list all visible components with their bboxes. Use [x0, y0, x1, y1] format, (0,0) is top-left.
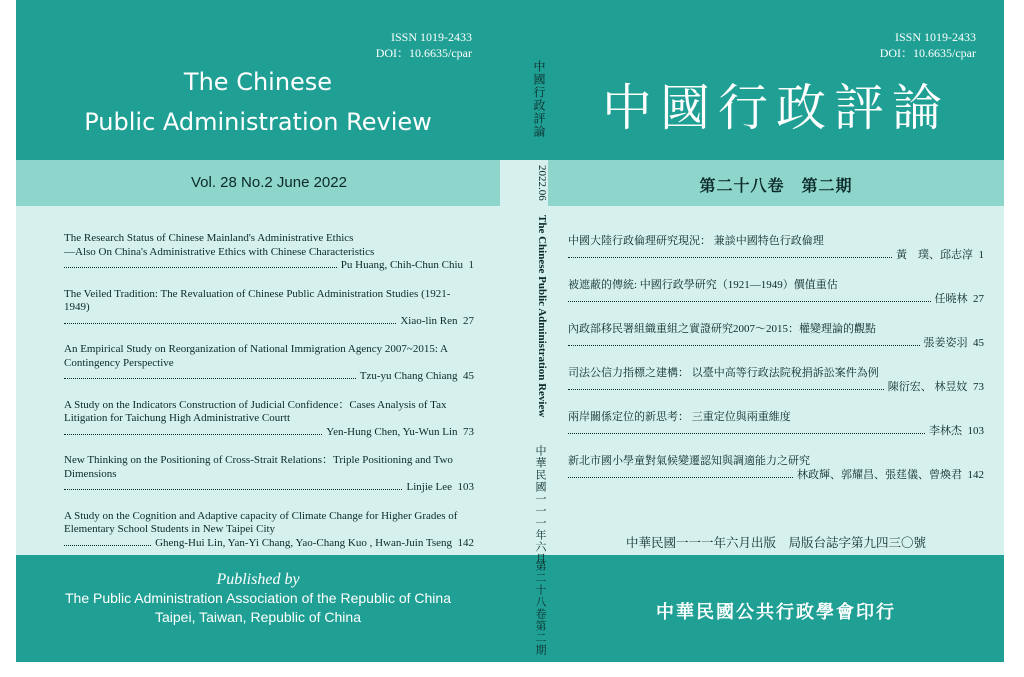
toc-entry — [64, 399, 474, 440]
article-page: 1 — [978, 249, 984, 261]
article-title: An Empirical Study on Reorganization of National Immigration Agency 2007~2015: A — [64, 343, 448, 355]
article-author: 林政輝、郭耀昌、張莛儀、曾煥君 — [797, 469, 962, 481]
article-title: 兩岸關係定位的新思考： 三重定位與兩重維度 — [568, 411, 791, 423]
title-line-1: The Chinese — [183, 68, 333, 96]
publisher-zh: 中華民國公共行政學會印行 — [656, 602, 896, 622]
article-subtitle: Contingency Perspective — [64, 356, 174, 369]
issn: ISSN 1019-2433 — [390, 30, 472, 44]
article-title: 新北市國小學童對氣候變遷認知與調適能力之研究 — [568, 455, 810, 467]
article-author: Gheng-Hui Lin, Yan-Yi Chang, Yao-Chang Kuo , Hwan-Juin Tseng — [155, 536, 452, 549]
article-subtitle: Dimensions — [64, 467, 117, 480]
spine-title-zh: 中國行政評論 — [532, 60, 546, 138]
doi: DOI：10.6635/cpar — [879, 46, 976, 60]
toc-entry — [64, 232, 474, 273]
article-author: 黃 璞、邱志淳 — [896, 249, 973, 261]
publisher-block-en — [16, 570, 500, 627]
publisher-name: The Public Administration Association of the Republic of China — [65, 590, 451, 606]
author-line — [568, 380, 984, 394]
toc-entry — [568, 322, 984, 350]
front-cover — [548, 0, 1004, 662]
article-page: 45 — [973, 337, 984, 349]
article-title: A Study on the Cognition and Adaptive capacity of Climate Change for Higher Grades of — [64, 509, 458, 522]
article-page: 73 — [463, 425, 474, 438]
published-by: Published by — [216, 571, 300, 588]
toc-entry — [568, 366, 984, 394]
article-page: 27 — [463, 314, 474, 327]
article-page: 103 — [457, 481, 474, 493]
issn-block — [376, 29, 472, 61]
article-subtitle: —Also On China's Administrative Ethics with Chinese Characteristics — [64, 245, 375, 258]
issn-block — [880, 29, 976, 61]
journal-title-zh: 中國行政評論 — [602, 79, 950, 137]
author-line — [64, 259, 474, 273]
publication-note: 中華民國一一一年六月出版 局版台誌字第九四三〇號 — [625, 536, 926, 550]
toc-entry — [568, 234, 984, 262]
article-author: 陳衍宏、 林昱妏 — [887, 381, 968, 393]
article-title: 內政部移民署組織重組之實證研究2007～2015：權變理論的觀點 — [568, 323, 876, 335]
spine-volume: 第二十八卷第二期 — [534, 560, 546, 656]
article-title: The Research Status of Chinese Mainland's Administrative Ethics — [64, 232, 354, 244]
article-title: A Study on the Indicators Construction of Judicial Confidence：Cases Analysis of Tax — [64, 398, 447, 411]
article-page: 45 — [463, 370, 474, 382]
toc-entry — [568, 410, 984, 438]
author-line — [64, 481, 474, 495]
author-line — [568, 468, 984, 482]
article-page: 1 — [468, 259, 474, 271]
article-title: 被遮蔽的傳統: 中國行政學研究（1921—1949）價值重估 — [568, 279, 838, 291]
article-author: 張姜姿羽 — [923, 337, 968, 349]
author-line — [64, 370, 474, 384]
article-title: 司法公信力指標之建構： 以臺中高等行政法院稅捐訴訟案件為例 — [568, 367, 879, 379]
article-title: New Thinking on the Positioning of Cross-Strait Relations：Triple Positioning and Two — [64, 454, 453, 466]
issn: ISSN 1019-2433 — [894, 30, 976, 44]
article-page: 27 — [973, 293, 984, 305]
article-author: 任曉林 — [934, 293, 968, 305]
article-page: 142 — [967, 469, 984, 481]
author-line — [568, 292, 984, 306]
title-line-2: Public Administration Review — [84, 108, 432, 136]
toc-entry — [64, 343, 474, 384]
toc-entry — [64, 288, 474, 329]
article-author: Yen-Hung Chen, Yu-Wun Lin — [326, 425, 458, 438]
article-subtitle: Litigation for Taichung High Administrative Courtt — [64, 412, 291, 424]
toc-entry — [568, 454, 984, 482]
journal-title-en — [16, 62, 500, 142]
article-author: Xiao-lin Ren — [400, 314, 458, 327]
spine-pub-date: 中華民國一一一年六月 — [534, 445, 546, 565]
article-page: 142 — [457, 536, 474, 549]
spine-date: 2022.06 — [536, 165, 548, 201]
author-line — [568, 248, 984, 262]
article-page: 73 — [973, 381, 984, 393]
author-line — [64, 537, 474, 551]
article-author: Tzu-yu Chang Chiang — [359, 370, 458, 382]
spine — [500, 0, 548, 662]
volume-label-zh: 第二十八卷 第二期 — [699, 178, 853, 195]
table-of-contents-en — [64, 232, 474, 565]
toc-entry — [64, 510, 474, 551]
article-author: 李林杰 — [929, 425, 962, 437]
author-line — [568, 424, 984, 438]
article-author: Pu Huang, Chih-Chun Chiu — [340, 259, 463, 271]
toc-entry — [568, 278, 984, 306]
publisher-location: Taipei, Taiwan, Republic of China — [155, 609, 361, 625]
doi: DOI：10.6635/cpar — [375, 46, 472, 60]
article-title: The Veiled Tradition: The Revaluation of Chinese Public Administration Studies (1921-1949) — [64, 287, 451, 313]
article-subtitle: Elementary School Students in New Taipei City — [64, 523, 276, 535]
author-line — [64, 315, 474, 329]
spine-title-en: The Chinese Public Administration Review — [536, 215, 548, 418]
article-page: 103 — [967, 425, 984, 437]
back-cover — [16, 0, 500, 662]
author-line — [568, 336, 984, 350]
volume-label: Vol. 28 No.2 June 2022 — [191, 174, 347, 191]
article-author: Linjie Lee — [406, 481, 452, 493]
toc-entry — [64, 454, 474, 495]
article-title: 中國大陸行政倫理研究現況： 兼談中國特色行政倫理 — [568, 235, 824, 247]
table-of-contents-zh — [568, 234, 984, 498]
author-line — [64, 426, 474, 440]
